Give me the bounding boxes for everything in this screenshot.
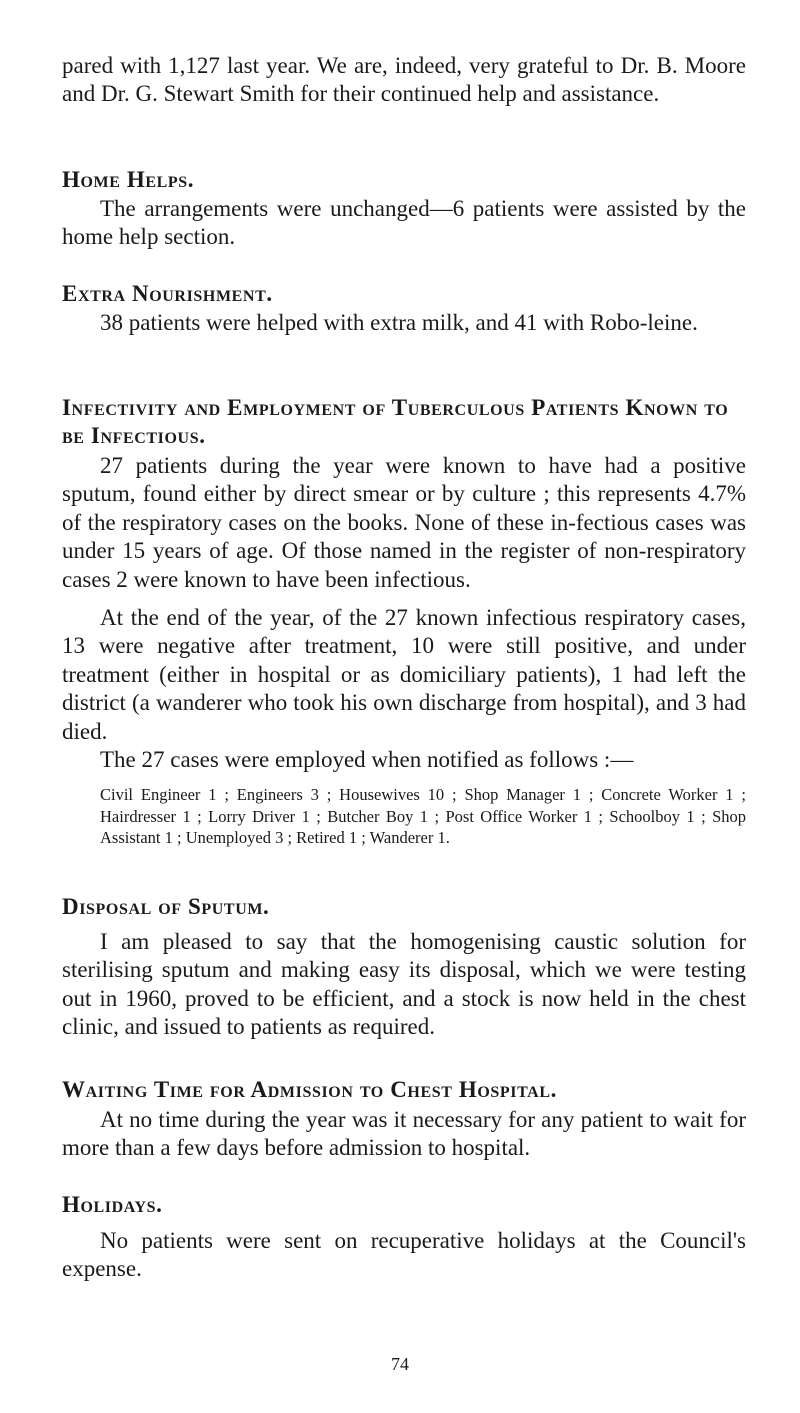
infectivity-paragraph-3: The 27 cases were employed when notified as follows :— xyxy=(100,747,634,772)
heading-infectivity: Infectivity and Employment of Tuberculous Patients Known to be Infectious. xyxy=(62,395,729,449)
heading-disposal-of-sputum: Disposal of Sputum. xyxy=(62,894,270,919)
holidays-paragraph: No patients were sent on recuperative holidays at the Council's expense. xyxy=(62,1228,746,1282)
infectivity-paragraph-1: 27 patients during the year were known to have had a positive sputum, found either by direct smear or by culture ; this represents 4.7% of the respiratory cases on the books. None of these in-fectious cases was under 15 years of age. Of those named in the register of non-respiratory cases 2 were known to have been infectious. xyxy=(62,453,746,592)
disposal-of-sputum-paragraph: I am pleased to say that the homogenising caustic solution for sterilising sputum and making easy its disposal, which we were testing out in 1960, proved to be efficient, and a stock is now held in the chest clinic, and issued to patients as required. xyxy=(62,929,746,1040)
heading-holidays: Holidays. xyxy=(62,1192,163,1217)
occupations-list: Civil Engineer 1 ; Engineers 3 ; Housewives 10 ; Shop Manager 1 ; Concrete Worker 1 ; Hairdresser 1 ; Lorry Driver 1 ; Butcher Boy 1 ; Post Office Worker 1 ; Schoolboy 1 ; Shop Assistant 1 ; Unemployed 3 ; Retired 1 ; Wanderer 1. xyxy=(100,785,746,847)
heading-extra-nourishment: Extra Nourishment. xyxy=(62,281,273,306)
infectivity-paragraph-2: At the end of the year, of the 27 known infectious respiratory cases, 13 were negative after treatment, 10 were still positive, and under treatment (either in hospital or as domiciliary patients), 1 had left the district (a wanderer who took his own discharge from hospital), and 3 had died. xyxy=(62,605,746,744)
extra-nourishment-paragraph: 38 patients were helped with extra milk, and 41 with Robo-leine. xyxy=(100,310,698,335)
heading-waiting-time: Waiting Time for Admission to Chest Hospital. xyxy=(62,1077,557,1102)
page-number: 74 xyxy=(391,1354,409,1374)
opening-paragraph: pared with 1,127 last year. We are, indeed, very grateful to Dr. B. Moore and Dr. G. Stewart Smith for their continued help and assistance. xyxy=(62,53,746,107)
heading-home-helps: Home Helps. xyxy=(62,167,195,192)
waiting-time-paragraph: At no time during the year was it necessary for any patient to wait for more than a few days before admission to hospital. xyxy=(62,1107,746,1161)
home-helps-paragraph: The arrangements were unchanged—6 patients were assisted by the home help section. xyxy=(62,196,746,250)
